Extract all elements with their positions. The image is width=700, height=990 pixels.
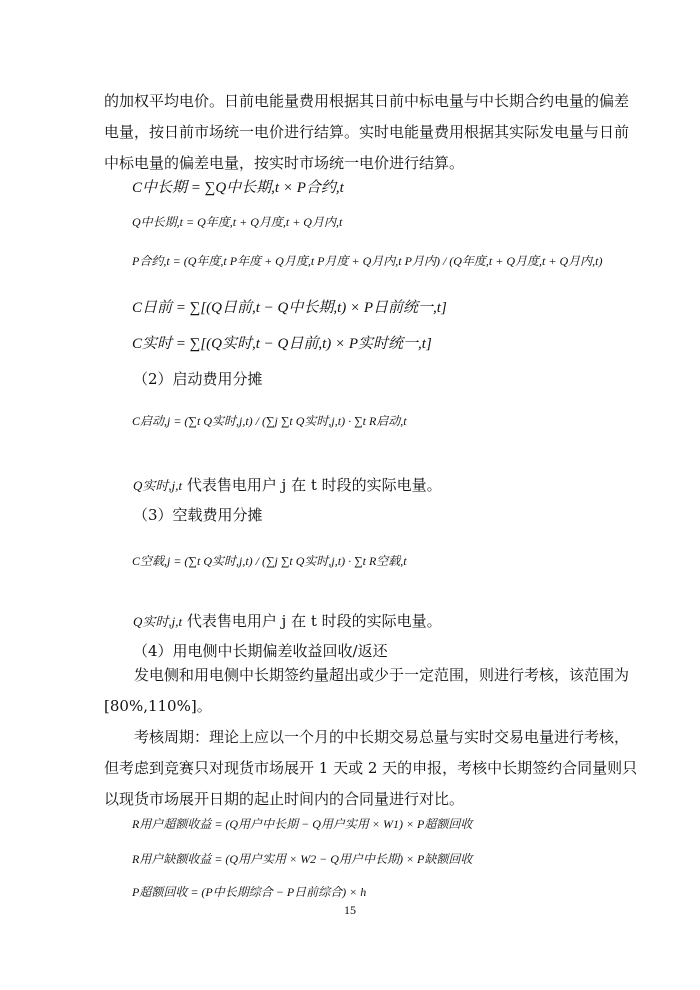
formula-c-day-ahead: C日前 = ∑[(Q日前,t − Q中长期,t) × P日前统一,t] — [132, 300, 447, 316]
page-number: 15 — [344, 903, 356, 917]
formula-c-long-term: C中长期 = ∑Q中长期,t × P合约,t — [132, 180, 344, 196]
section-3-note — [133, 610, 442, 631]
formula-r-shortfall-gain: R用户缺额收益 = (Q用户实用 × W2 − Q用户中长期) × P缺额回收 — [132, 852, 473, 866]
range-line-2: [80%,110%]。 — [104, 697, 212, 715]
intro-line-2: 电量，按日前市场统一电价进行结算。实时电能量费用根据其实际发电量与日前 — [104, 123, 630, 141]
period-paragraph — [104, 722, 638, 815]
period-line-3: 以现货市场展开日期的起止时间内的合同量进行对比。 — [104, 790, 465, 808]
note-text: 代表售电用户 j 在 t 时段的实际电量。 — [186, 612, 442, 630]
range-paragraph — [104, 660, 630, 722]
formula-r-excess-gain: R用户超额收益 = (Q用户中长期 − Q用户实用 × W1) × P超额回收 — [132, 817, 473, 831]
intro-paragraph — [104, 86, 630, 179]
formula-c-no-load: C空载,j = (∑t Q实时,j,t) / (∑j ∑t Q实时,j,t) · ∑t R空载,t — [132, 554, 407, 568]
section-4-heading: （4）用电侧中长期偏差收益回收/返还 — [133, 642, 388, 660]
section-2-heading: （2）启动费用分摊 — [133, 370, 263, 388]
intro-line-3: 中标电量的偏差电量，按实时市场统一电价进行结算。 — [104, 154, 465, 172]
formula-c-real-time: C实时 = ∑[(Q实时,t − Q日前,t) × P实时统一,t] — [132, 336, 432, 352]
section-2-note — [133, 474, 442, 495]
note-text: 代表售电用户 j 在 t 时段的实际电量。 — [186, 476, 442, 494]
note-symbol: Q实时,j,t — [133, 614, 183, 629]
period-line-1: 考核周期：理论上应以一个月的中长期交易总量与实时交易电量进行考核， — [134, 728, 630, 746]
formula-p-contract: P合约,t = (Q年度,t P年度 + Q月度,t P月度 + Q月内,t P月内) / (Q年度,t + Q月度,t + Q月内,t) — [132, 254, 603, 268]
period-line-2: 但考虑到竞赛只对现货市场展开 1 天或 2 天的申报，考核中长期签约合同量则只 — [104, 759, 638, 777]
intro-line-1: 的加权平均电价。日前电能量费用根据其日前中标电量与中长期合约电量的偏差 — [104, 92, 630, 110]
section-3-heading: （3）空载费用分摊 — [133, 506, 263, 524]
note-symbol: Q实时,j,t — [133, 478, 183, 493]
formula-c-startup: C启动,j = (∑t Q实时,j,t) / (∑j ∑t Q实时,j,t) · ∑t R启动,t — [132, 414, 407, 428]
formula-q-long-term: Q中长期,t = Q年度,t + Q月度,t + Q月内,t — [132, 215, 343, 229]
formula-p-excess-recovery: P超额回收 = (P中长期综合 − P日前综合) × h — [132, 885, 367, 899]
range-line-1: 发电侧和用电侧中长期签约量超出或少于一定范围，则进行考核，该范围为 — [134, 666, 630, 684]
